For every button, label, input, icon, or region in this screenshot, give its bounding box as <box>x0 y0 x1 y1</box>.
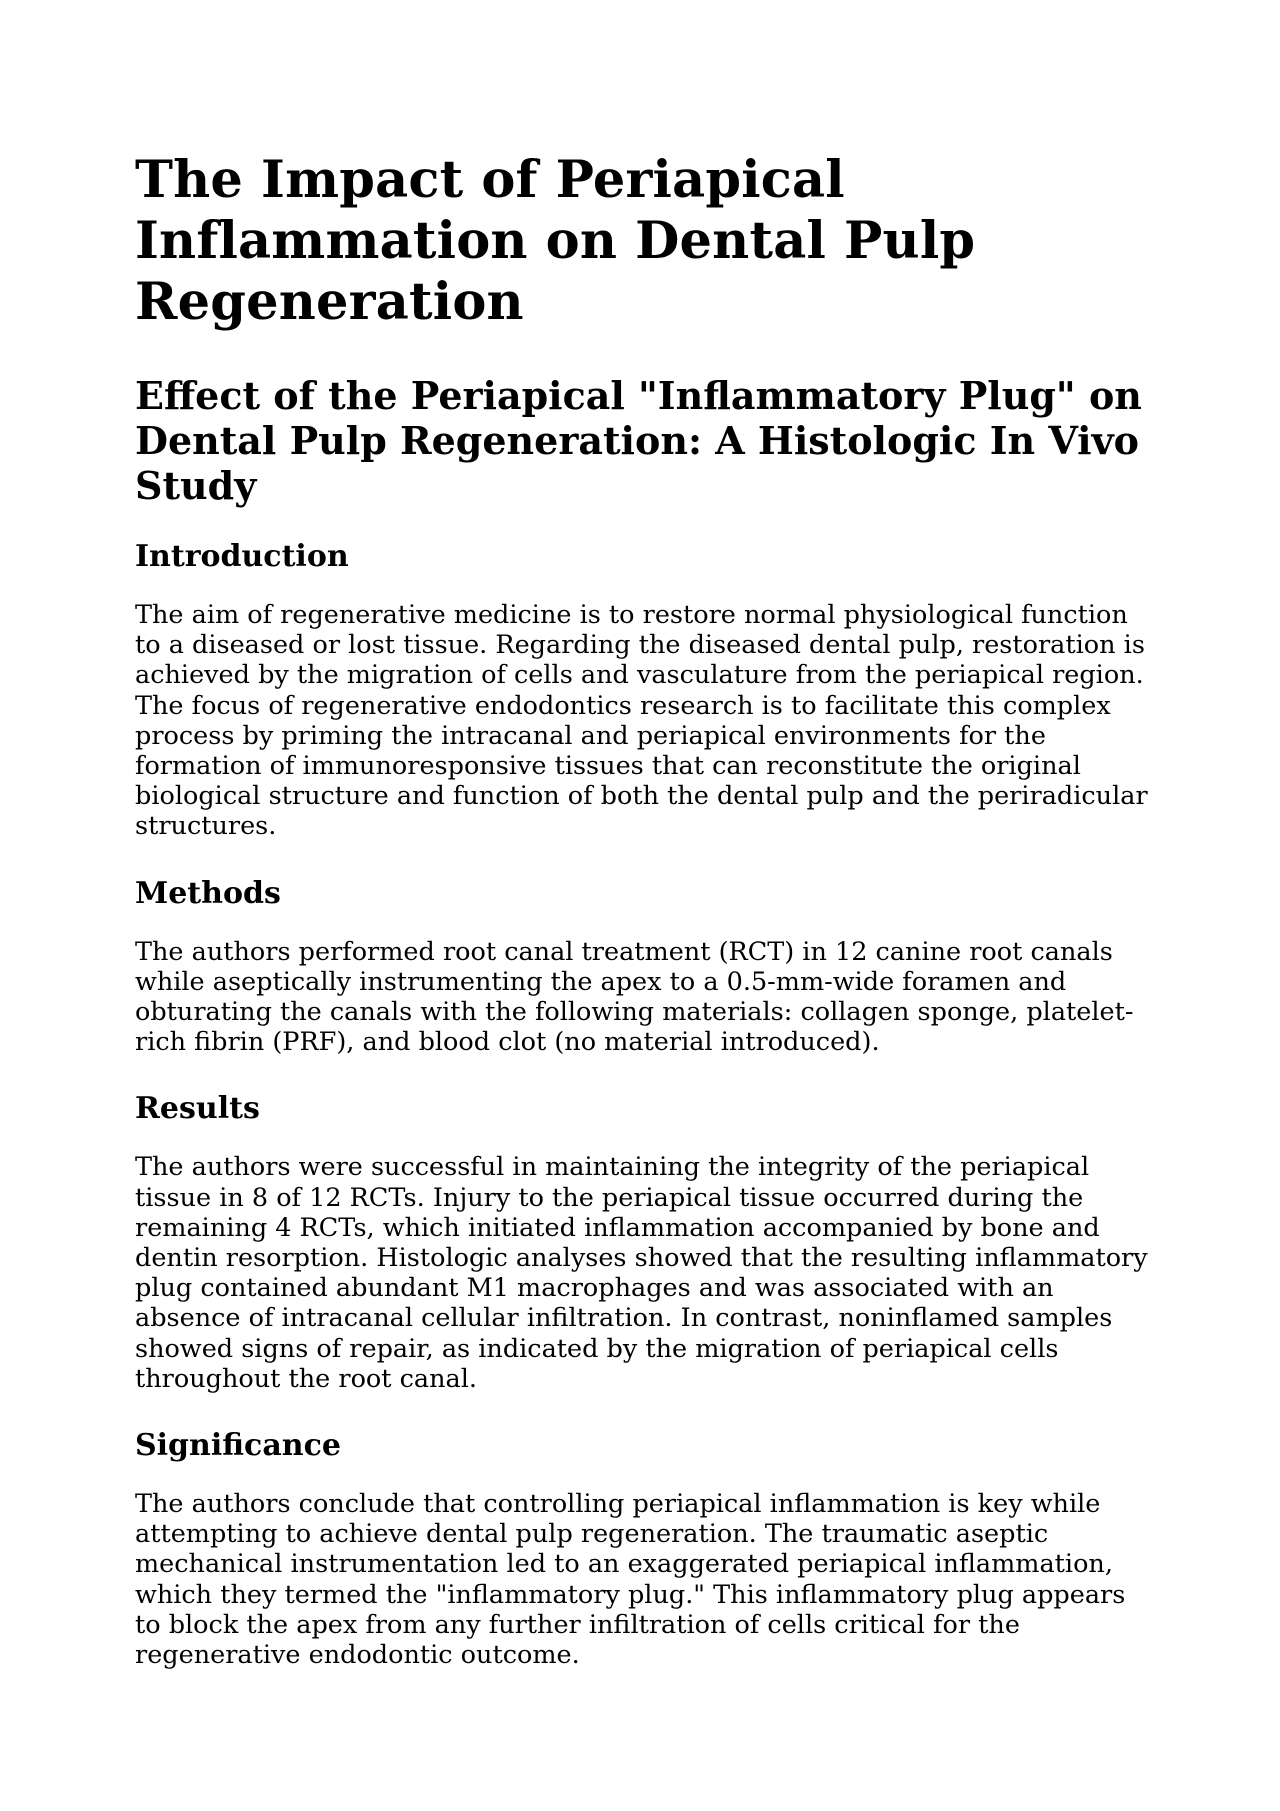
section-heading: Methods <box>135 875 281 911</box>
page-title: The Impact of Periapical Inflammation on Dental Pulp Regeneration <box>135 150 976 332</box>
section-heading: Results <box>135 1091 260 1127</box>
section-significance <box>135 1428 1155 1670</box>
section-heading: Significance <box>135 1428 341 1464</box>
document-page <box>135 150 1155 1670</box>
section-introduction <box>135 539 1155 842</box>
section-heading: Introduction <box>135 539 349 574</box>
section-paragraph: The authors performed root canal treatment (RCT) in 12 canine root canals while aseptically instrumenting the apex to a 0.5-mm-wide foramen and obturating the canals with the following materials: collagen sponge, platelet-rich fibrin (PRF), and blood clot (no material introduced). <box>135 936 1134 1058</box>
section-results <box>135 1091 1155 1394</box>
page-subtitle: Effect of the Periapical "Inflammatory Plug" on Dental Pulp Regeneration: A Histologic In Vivo Study <box>135 373 1142 508</box>
section-paragraph: The authors were successful in maintaining the integrity of the periapical tissue in 8 of 12 RCTs. Injury to the periapical tissue occurred during the remaining 4 RCTs, which initiated inflammation accompanied by bone and dentin resorption. Histologic analyses showed that the resulting inflammatory plug contained abundant M1 macrophages and was associated with an absence of intracanal cellular infiltration. In contrast, noninflamed samples showed signs of repair, as indicated by the migration of periapical cells throughout the root canal. <box>135 1152 1148 1394</box>
section-methods <box>135 876 1155 1058</box>
section-paragraph: The aim of regenerative medicine is to restore normal physiological function to a diseased or lost tissue. Regarding the diseased dental pulp, restoration is achieved by the migration of cells and vasculature from the periapical region. The focus of regenerative endodontics research is to facilitate this complex process by priming the intracanal and periapical environments for the formation of immunoresponsive tissues that can reconstitute the original biological structure and function of both the dental pulp and the periradicular structures. <box>135 600 1148 842</box>
section-paragraph: The authors conclude that controlling periapical inflammation is key while attempting to achieve dental pulp regeneration. The traumatic aseptic mechanical instrumentation led to an exaggerated periapical inflammation, which they termed the "inflammatory plug." This inflammatory plug appears to block the apex from any further infiltration of cells critical for the regenerative endodontic outcome. <box>135 1489 1126 1671</box>
